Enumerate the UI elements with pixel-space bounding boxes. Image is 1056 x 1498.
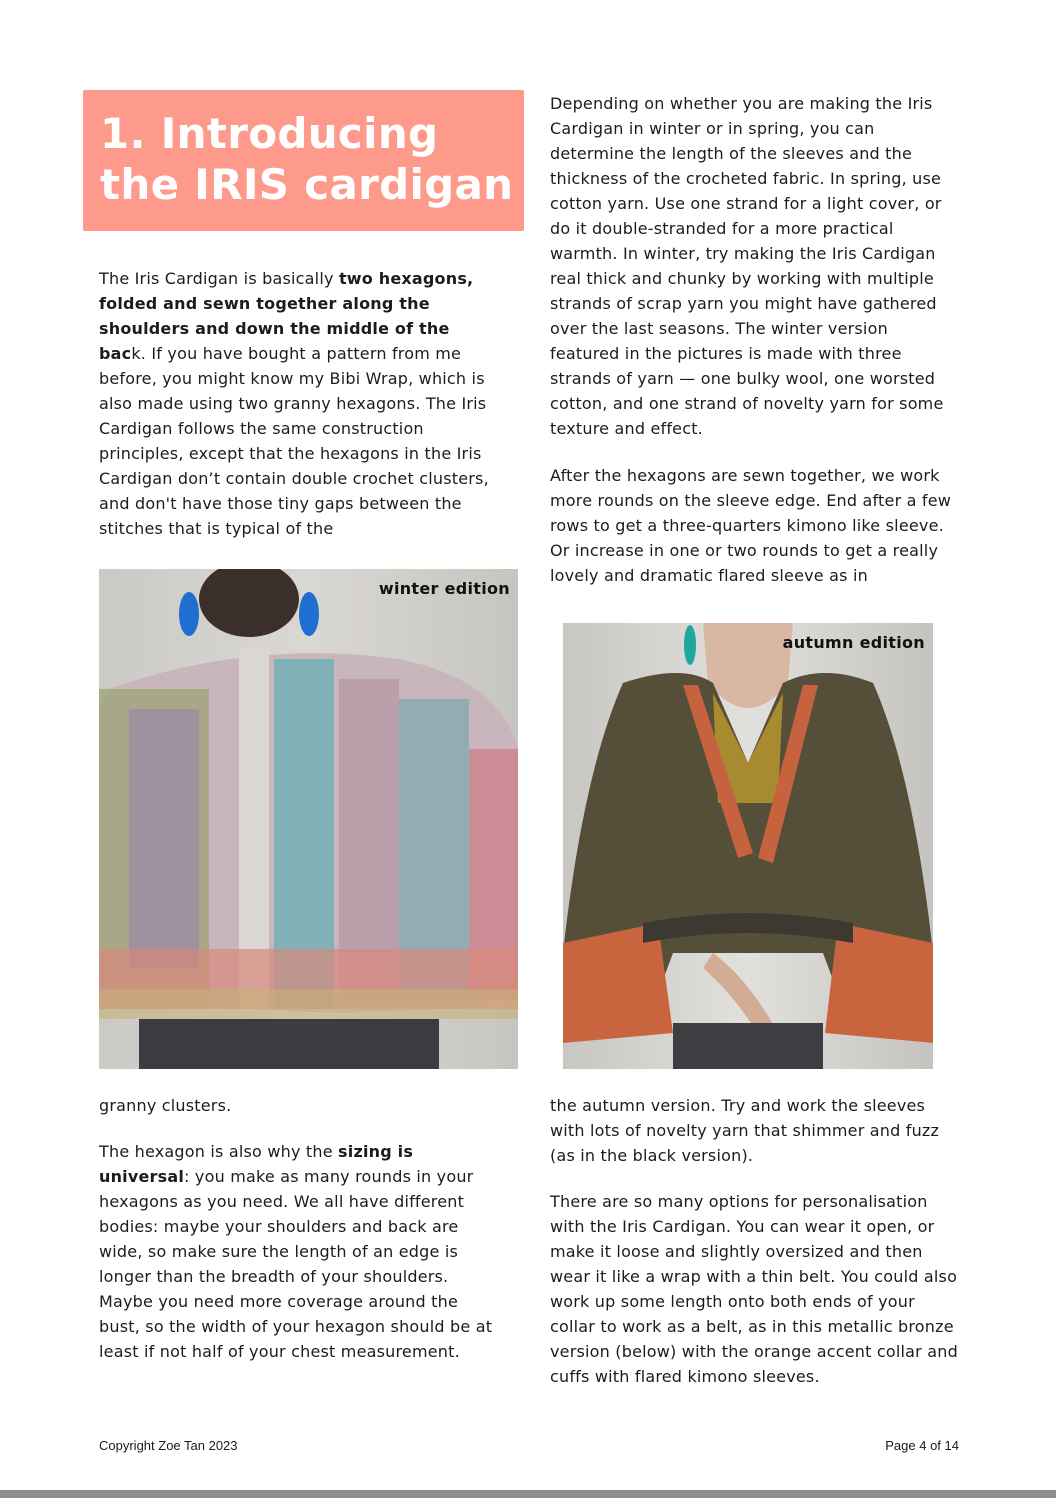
paragraph-seasons: Depending on whether you are making the Iris Cardigan in winter or in spring, you can determine the length of the sleeves and the thickness of the crocheted fabric. In spring, use cotton yarn. Use one strand for a light cover, or do it double-stranded for a more practical warmth. In winter, try making the Iris Cardigan real thick and chunky by working with multiple strands of scrap yarn you might have gathered over the last seasons. The winter version featured in the pictures is made with three strands of yarn — one bulky wool, one worsted cotton, and one strand of novelty yarn for some texture and effect. [550,94,944,438]
left-column-text-bottom [99,1093,499,1364]
winter-edition-photo [99,569,518,1069]
text-run: : you make as many rounds in your hexagons as you need. We all have different bodies: maybe your shoulders and back are wide, so make sure the length of an edge is longer than the breadth of your shoulders. Maybe you need more coverage around the bust, so the width of your hexagon should be at least if not half of your chest measurement. [99,1167,493,1361]
paragraph-personalisation: There are so many options for personalisation with the Iris Cardigan. You can wear it open, or make it loose and slightly oversized and then wear it like a wrap with a thin belt. You could also work up some length onto both ends of your collar to work as a belt, as in this metallic bronze version (below) with the orange accent collar and cuffs with flared kimono sleeves. [550,1192,958,1386]
bold-run: sizing is universal [99,1142,414,1186]
bold-run: two hexagons, folded and sewn together along the shoulders and down the middle of the bac [99,269,474,363]
text-run: The Iris Cardigan is basically [99,269,339,288]
text-run: The hexagon is also why the [99,1142,339,1161]
paragraph-intro [99,266,499,541]
right-column-text-top [550,91,962,588]
section-title-box [83,90,524,231]
paragraph-sleeves: After the hexagons are sewn together, we work more rounds on the sleeve edge. End after a few rows to get a three-quarters kimono like sleeve. Or increase in one or two rounds to get a really lovely and dramatic flared sleeve as in [550,466,952,585]
bottom-edge-bar [0,1490,1056,1498]
title-line-1: 1. Introducing [100,109,439,158]
autumn-edition-photo [563,623,933,1069]
footer-copyright: Copyright Zoe Tan 2023 [99,1438,238,1453]
text-run: k. If you have bought a pattern from me before, you might know my Bibi Wrap, which is also made using two granny hexagons. The Iris Cardigan follows the same construction principles, except that the hexagons in the Iris Cardigan don’t contain double crochet clusters, and don't have those tiny gaps between the stitches that is typical of the [99,344,489,538]
autumn-cardigan-image [563,623,933,1069]
paragraph-intro-continued: granny clusters. [99,1096,232,1115]
winter-edition-label: winter edition [378,579,510,598]
paragraph-sizing [99,1139,499,1364]
title-line-2: the IRIS cardigan [100,160,514,209]
footer-page-number: Page 4 of 14 [885,1438,959,1453]
right-column-text-bottom [550,1093,962,1389]
section-title [100,108,524,210]
autumn-edition-label: autumn edition [782,633,925,652]
paragraph-sleeves-continued: the autumn version. Try and work the sleeves with lots of novelty yarn that shimmer and fuzz (as in the black version). [550,1096,940,1165]
left-column-text-top [99,266,499,541]
winter-cardigan-image [99,569,518,1069]
